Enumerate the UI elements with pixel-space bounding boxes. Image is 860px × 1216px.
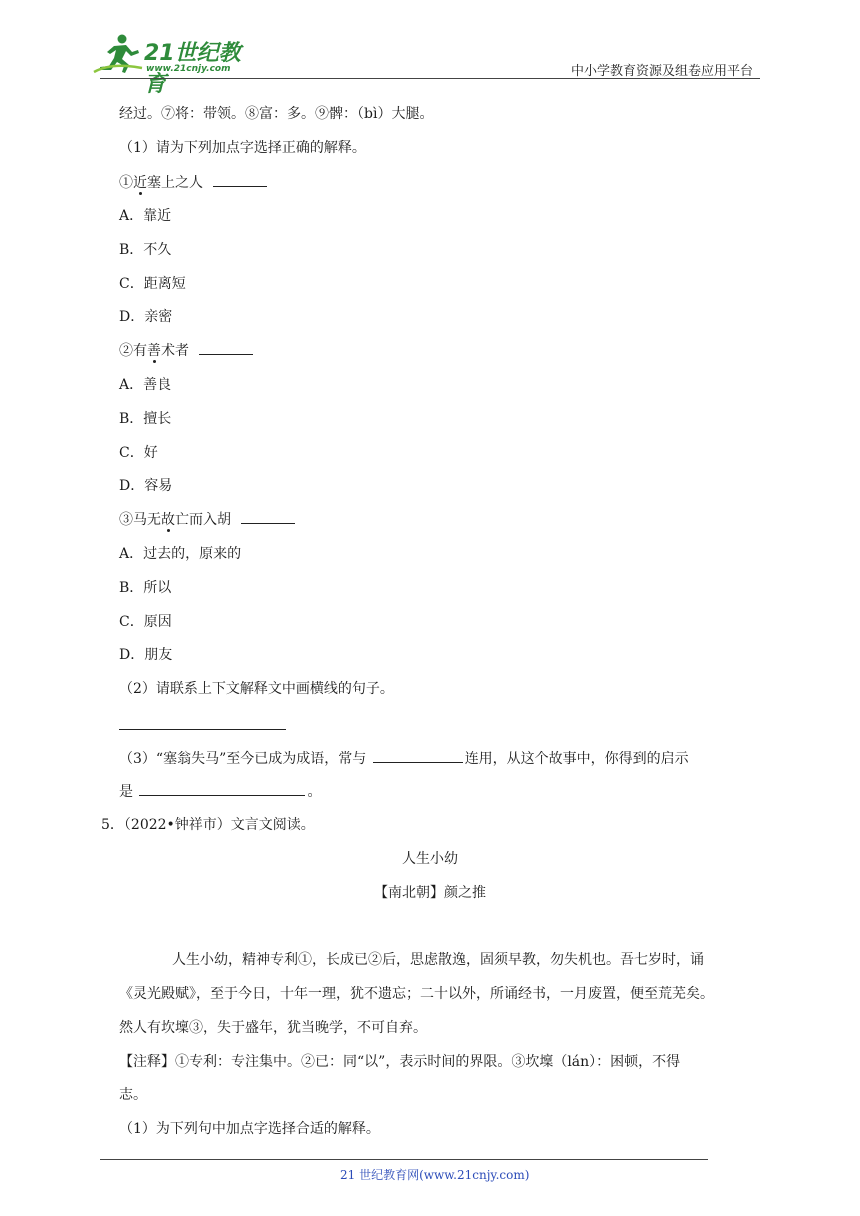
header-divider xyxy=(100,78,760,79)
option-item3-c: C．原因 xyxy=(119,614,172,630)
answer-blank xyxy=(199,340,253,355)
option-item1-d: D．亲密 xyxy=(119,309,173,325)
option-item3-b: B．所以 xyxy=(119,580,172,596)
answer-blank xyxy=(241,509,295,524)
answer-blank xyxy=(139,781,305,796)
item-1-prompt: ①近塞上之人 xyxy=(119,172,267,193)
runner-logo-icon xyxy=(92,32,146,76)
notes-line: 经过。⑦将：带领。⑧富：多。⑨髀：（bì）大腿。 xyxy=(119,106,434,122)
option-item2-c: C．好 xyxy=(119,445,158,461)
item-3-prompt: ③马无故亡而入胡 xyxy=(119,509,295,530)
question-3-line-1: （3）“塞翁失马”至今已成为成语，常与 连用，从这个故事中，你得到的启示 xyxy=(119,748,689,769)
option-item2-b: B．擅长 xyxy=(119,411,172,427)
footer-link[interactable]: 21 世纪教育网(www.21cnjy.com) xyxy=(340,1168,530,1182)
option-item2-a: A．善良 xyxy=(119,377,172,393)
question-5-1-title: （1）为下列句中加点字选择合适的解释。 xyxy=(119,1121,380,1137)
passage-line-2: 《灵光殿赋》，至于今日，十年一理，犹不遗忘；二十以外，所诵经书，一月废置，便至荒芜矣。 xyxy=(119,986,714,1002)
option-item3-a: A．过去的，原来的 xyxy=(119,546,242,562)
header-platform-text: 中小学教育资源及组卷应用平台 xyxy=(571,64,754,79)
site-logo xyxy=(92,32,262,97)
item-2-prompt: ②有善术者 xyxy=(119,340,253,361)
annotation-line-2: 志。 xyxy=(119,1087,147,1103)
question-3-line-2: 是 。 xyxy=(119,781,321,802)
passage-line-1: 人生小幼，精神专利①，长成已②后，思虑散逸，固须早教，勿失机也。吾七岁时，诵 xyxy=(172,952,704,968)
answer-blank xyxy=(213,172,267,187)
question-5-title: 5．（2022•钟祥市）文言文阅读。 xyxy=(101,817,315,833)
question-1-title: （1）请为下列加点字选择正确的解释。 xyxy=(119,140,366,156)
question-2-title: （2）请联系上下文解释文中画横线的句子。 xyxy=(119,681,394,697)
option-item1-b: B．不久 xyxy=(119,242,172,258)
answer-line-q2 xyxy=(119,729,286,730)
dotted-char: 近 xyxy=(133,175,147,191)
option-item1-a: A．靠近 xyxy=(119,208,172,224)
passage-line-3: 然人有坎壈③，失于盛年，犹当晚学，不可自弃。 xyxy=(119,1020,427,1036)
footer-divider xyxy=(100,1159,708,1160)
passage-title: 人生小幼 xyxy=(402,851,458,867)
dotted-char: 故 xyxy=(161,512,175,528)
answer-blank xyxy=(373,748,463,763)
option-item1-c: C．距离短 xyxy=(119,276,186,292)
passage-author: 【南北朝】颜之推 xyxy=(374,885,486,901)
option-item3-d: D．朋友 xyxy=(119,647,173,663)
logo-text: 21世纪教育 xyxy=(144,41,241,97)
option-item2-d: D．容易 xyxy=(119,478,173,494)
annotation-line-1: 【注释】①专利：专注集中。②已：同“以”，表示时间的界限。③坎壈（lán）：困顿，不得 xyxy=(119,1054,681,1070)
logo-url: www.21cnjy.com xyxy=(146,64,231,74)
dotted-char: 善 xyxy=(147,343,161,359)
